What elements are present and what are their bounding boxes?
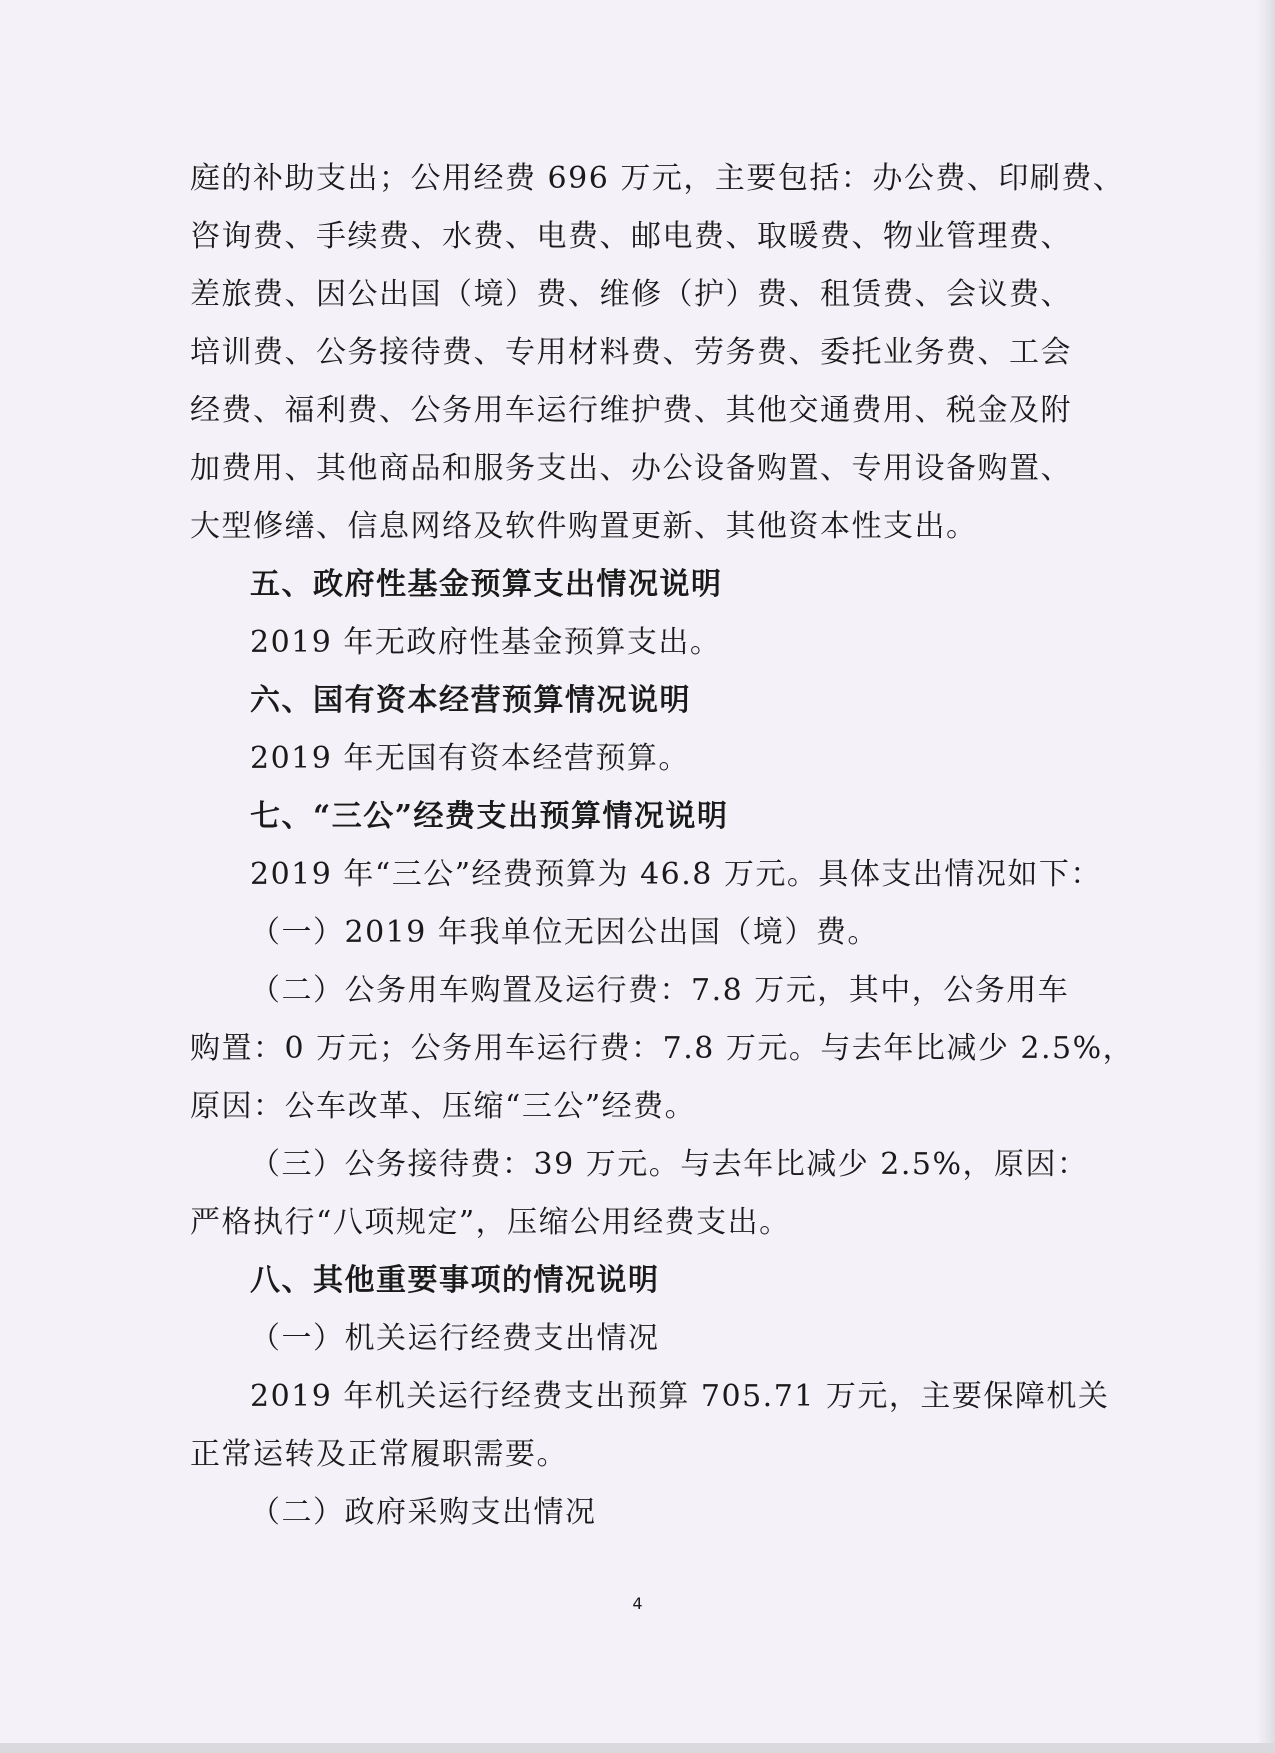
paragraph-line: （三）公务接待费：39 万元。与去年比减少 2.5%，原因： bbox=[250, 1147, 1089, 1182]
paragraph-line: 2019 年机关运行经费支出预算 705.71 万元，主要保障机关 bbox=[250, 1379, 1110, 1414]
paragraph-line: （一）机关运行经费支出情况 bbox=[250, 1321, 660, 1356]
paragraph-line: （二）政府采购支出情况 bbox=[250, 1495, 597, 1530]
section-heading: 八、其他重要事项的情况说明 bbox=[250, 1263, 660, 1298]
paragraph-line: 严格执行“八项规定”，压缩公用经费支出。 bbox=[190, 1205, 791, 1240]
paragraph-line: 原因：公车改革、压缩“三公”经费。 bbox=[190, 1089, 697, 1124]
document-body bbox=[190, 150, 1135, 1542]
paragraph-line: 2019 年“三公”经费预算为 46.8 万元。具体支出情况如下： bbox=[250, 857, 1102, 892]
section-heading: 六、国有资本经营预算情况说明 bbox=[250, 683, 691, 718]
section-heading: 七、“三公”经费支出预算情况说明 bbox=[250, 799, 729, 834]
paragraph-line: 咨询费、手续费、水费、电费、邮电费、取暖费、物业管理费、 bbox=[190, 219, 1072, 254]
paragraph-line: 大型修缮、信息网络及软件购置更新、其他资本性支出。 bbox=[190, 509, 978, 544]
scan-bottom-edge bbox=[0, 1743, 1275, 1753]
paragraph-line: 经费、福利费、公务用车运行维护费、其他交通费用、税金及附 bbox=[190, 393, 1072, 428]
section-heading: 五、政府性基金预算支出情况说明 bbox=[250, 567, 723, 602]
paragraph-line: 培训费、公务接待费、专用材料费、劳务费、委托业务费、工会 bbox=[190, 335, 1072, 370]
paragraph-line: 购置：0 万元；公务用车运行费：7.8 万元。与去年比减少 2.5%， bbox=[190, 1031, 1135, 1066]
paragraph-line: 庭的补助支出；公用经费 696 万元，主要包括：办公费、印刷费、 bbox=[190, 161, 1125, 196]
page-number: 4 bbox=[632, 1594, 643, 1613]
paragraph-line: 正常运转及正常履职需要。 bbox=[190, 1437, 568, 1472]
paragraph-line: 差旅费、因公出国（境）费、维修（护）费、租赁费、会议费、 bbox=[190, 277, 1072, 312]
paragraph-line: （一）2019 年我单位无因公出国（境）费。 bbox=[250, 915, 879, 950]
paragraph-line: 2019 年无政府性基金预算支出。 bbox=[250, 625, 722, 660]
paragraph-line: （二）公务用车购置及运行费：7.8 万元，其中，公务用车 bbox=[250, 973, 1070, 1008]
scan-edge bbox=[1257, 0, 1275, 1753]
paragraph-line: 加费用、其他商品和服务支出、办公设备购置、专用设备购置、 bbox=[190, 451, 1072, 486]
paragraph-line: 2019 年无国有资本经营预算。 bbox=[250, 741, 690, 776]
